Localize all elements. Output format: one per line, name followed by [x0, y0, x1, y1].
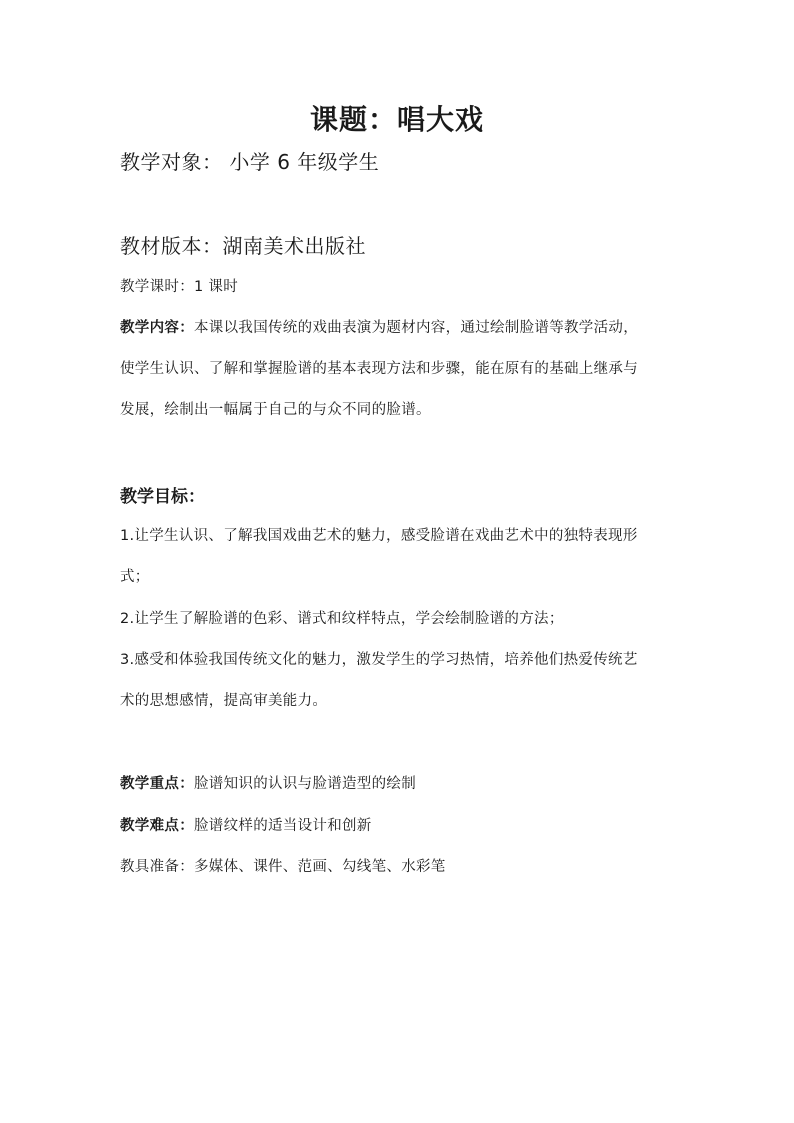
- objective-line-4: 3.感受和体验我国传统文化的魅力，激发学生的学习热情，培养他们热爱传统艺: [120, 652, 638, 668]
- objectives-heading: 教学目标：: [120, 487, 205, 507]
- lesson-title: 课题：唱大戏: [309, 103, 484, 136]
- textbook-edition: 教材版本：湖南美术出版社: [120, 234, 366, 258]
- difficulties-text: 脸谱纹样的适当设计和创新: [194, 818, 372, 834]
- teaching-content-line-3: 发展，绘制出一幅属于自己的与众不同的脸谱。: [120, 402, 431, 418]
- teaching-materials: 教具准备：多媒体、课件、范画、勾线笔、水彩笔: [120, 859, 446, 875]
- difficulties-label: 教学难点：: [120, 818, 194, 834]
- teaching-content-line-1: [120, 316, 638, 337]
- objective-line-5: 术的思想感情，提高审美能力。: [120, 693, 328, 709]
- teaching-content-line-2: 使学生认识、了解和掌握脸谱的基本表现方法和步骤，能在原有的基础上继承与: [120, 361, 638, 377]
- objective-line-3: 2.让学生了解脸谱的色彩、谱式和纹样特点，学会绘制脸谱的方法；: [120, 611, 564, 627]
- objective-line-1: 1.让学生认识、了解我国戏曲艺术的魅力，感受脸谱在戏曲艺术中的独特表现形: [120, 528, 638, 544]
- objective-line-2: 式；: [120, 569, 150, 585]
- difficulties: [120, 814, 372, 835]
- teaching-content-text-1: 本课以我国传统的戏曲表演为题材内容，通过绘制脸谱等教学活动，: [194, 320, 638, 336]
- teaching-content-label: 教学内容：: [120, 320, 194, 336]
- teaching-hours: 教学课时：1 课时: [120, 279, 239, 295]
- key-points: [120, 772, 416, 793]
- teaching-audience: 教学对象： 小学 6 年级学生: [120, 150, 380, 174]
- key-points-label: 教学重点：: [120, 776, 194, 792]
- key-points-text: 脸谱知识的认识与脸谱造型的绘制: [194, 776, 416, 792]
